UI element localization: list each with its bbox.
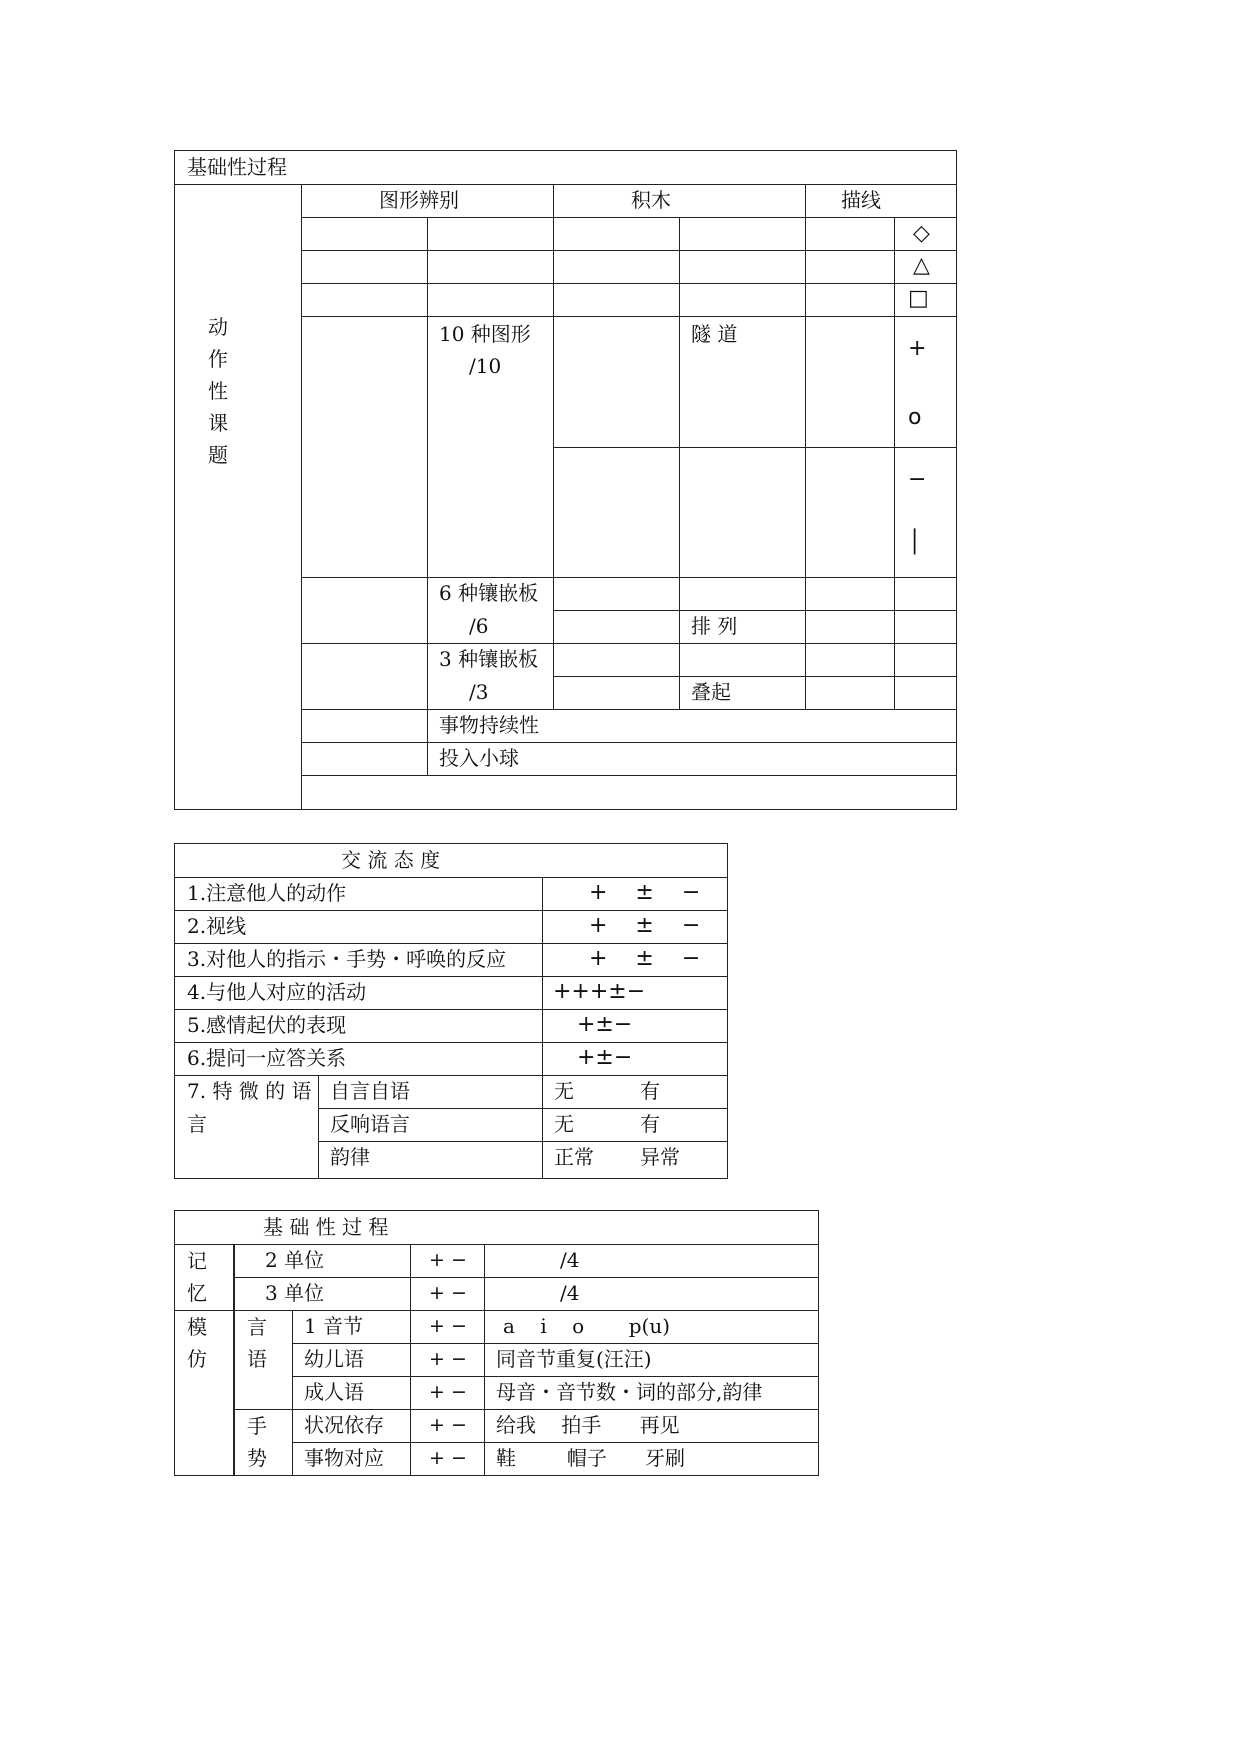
memory-row-label: 3 单位 — [265, 1281, 325, 1305]
circle-icon: o — [908, 405, 922, 430]
header-shape-discrimination: 图形辨别 — [379, 188, 459, 212]
lang-row-option-a: 无 — [554, 1079, 574, 1103]
shapes-10-score: /10 — [469, 354, 502, 378]
memory-row-score: /4 — [560, 1281, 580, 1305]
shapes-10-label: 10 种图形 — [439, 322, 531, 346]
memory-row-score: /4 — [560, 1248, 580, 1272]
lang-row-option-b: 有 — [640, 1112, 660, 1136]
lang-row-option-a: 正常 — [554, 1145, 594, 1169]
lang-row-label: 自言自语 — [330, 1079, 410, 1103]
memory-label: 记忆 — [187, 1249, 207, 1305]
horizontal-line-icon: − — [908, 467, 927, 492]
gesture-row-detail: 鞋 帽子 牙刷 — [496, 1446, 686, 1470]
attitude-row-label: 1.注意他人的动作 — [187, 881, 347, 905]
table1-title: 基础性过程 — [187, 155, 287, 179]
vertical-line-icon: │ — [908, 530, 922, 555]
gesture-row-label: 事物对应 — [304, 1446, 384, 1470]
attitude-row-value: + ± − — [589, 946, 701, 971]
characteristic-language-label-cont: 言 — [187, 1112, 207, 1136]
gesture-row-detail: 给我 拍手 再见 — [496, 1413, 680, 1437]
gesture-row-label: 状况依存 — [304, 1413, 384, 1437]
gesture-row-mark: + − — [429, 1447, 467, 1469]
square-icon: □ — [908, 286, 929, 311]
speech-row-mark: + − — [429, 1348, 467, 1370]
plus-icon: + — [908, 336, 927, 361]
attitude-row-label: 6.提问一应答关系 — [187, 1046, 347, 1070]
header-blocks: 积木 — [631, 188, 671, 212]
lang-row-label: 韵律 — [330, 1145, 370, 1169]
attitude-row-value: +±− — [577, 1045, 633, 1070]
action-task-label: 动作性课题 — [208, 315, 228, 467]
speech-row-detail: a i o p(u) — [503, 1314, 671, 1338]
tunnel-label: 隧 道 — [691, 322, 738, 346]
gesture-row-mark: + − — [429, 1414, 467, 1436]
speech-row-mark: + − — [429, 1315, 467, 1337]
basic-process-memory-imitation-table — [174, 1210, 819, 1476]
speech-row-label: 1 音节 — [304, 1314, 364, 1338]
speech-row-mark: + − — [429, 1381, 467, 1403]
diamond-icon: ◇ — [913, 221, 930, 246]
arrange-label: 排 列 — [691, 614, 738, 638]
speech-row-detail: 母音・音节数・词的部分,韵律 — [496, 1380, 763, 1404]
triangle-icon: △ — [913, 253, 930, 278]
attitude-row-label: 3.对他人的指示・手势・呼唤的反应 — [187, 947, 507, 971]
lang-row-option-b: 有 — [640, 1079, 660, 1103]
lang-row-option-a: 无 — [554, 1112, 574, 1136]
memory-row-mark: + − — [429, 1282, 467, 1304]
attitude-row-value: + ± − — [589, 913, 701, 938]
memory-row-mark: + − — [429, 1249, 467, 1271]
inlay-6-label: 6 种镶嵌板 — [439, 581, 539, 605]
inlay-6-score: /6 — [469, 614, 489, 638]
inlay-3-label: 3 种镶嵌板 — [439, 647, 539, 671]
attitude-row-label: 2.视线 — [187, 914, 247, 938]
characteristic-language-label: 7. 特 微 的 语 — [187, 1079, 312, 1103]
speech-row-label: 幼儿语 — [304, 1347, 364, 1371]
table2-title: 交 流 态 度 — [341, 848, 441, 872]
speech-label: 言语 — [247, 1315, 267, 1371]
lang-row-option-b: 异常 — [640, 1145, 680, 1169]
speech-row-label: 成人语 — [304, 1380, 364, 1404]
gesture-label: 手势 — [247, 1414, 267, 1470]
object-permanence-label: 事物持续性 — [439, 713, 539, 737]
lang-row-label: 反响语言 — [330, 1112, 410, 1136]
header-tracing: 描线 — [841, 188, 881, 212]
inlay-3-score: /3 — [469, 680, 489, 704]
memory-row-label: 2 单位 — [265, 1248, 325, 1272]
table3-title: 基 础 性 过 程 — [263, 1215, 389, 1239]
imitation-label: 模仿 — [187, 1315, 207, 1371]
attitude-row-value: + ± − — [589, 880, 701, 905]
attitude-row-value: +±− — [577, 1012, 633, 1037]
insert-ball-label: 投入小球 — [439, 746, 519, 770]
attitude-row-label: 5.感情起伏的表现 — [187, 1013, 347, 1037]
attitude-row-label: 4.与他人对应的活动 — [187, 980, 367, 1004]
basic-process-action-table — [174, 150, 957, 810]
communication-attitude-table — [174, 843, 728, 1179]
stack-label: 叠起 — [691, 680, 731, 704]
attitude-row-value: +++±− — [553, 979, 646, 1004]
speech-row-detail: 同音节重复(汪汪) — [496, 1347, 652, 1371]
